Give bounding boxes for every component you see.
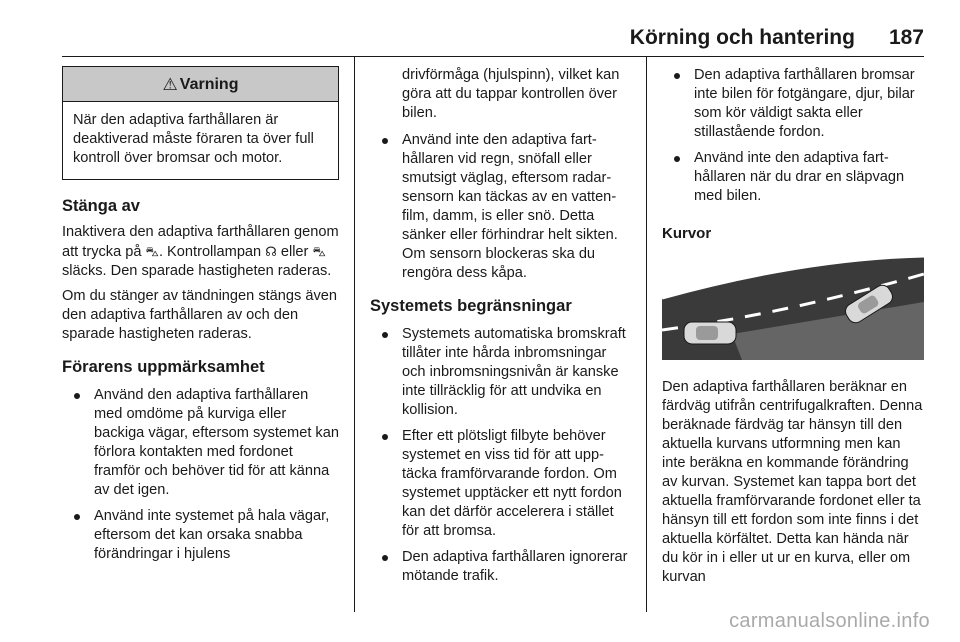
page-number: 187 [888,26,924,49]
own-car-icon [684,322,736,344]
continued-text: drivförmåga (hjulspinn), vilket kan göra att du tappar kontrollen över bilen. [402,67,620,121]
limits-list [370,325,632,586]
list-item: Använd inte den adaptiva farthållaren när du drar en släpvagn med bilen. [662,149,924,206]
list-item: Använd inte den adaptiva farthållaren vid regn, snöfall eller smutsigt väglag, eftersom radarsensorn kan täckas av en vattenfilm, damm, is eller snö. Detta sänker eller förhindrar helt sikten. Om sensorn blockeras ska du rengöra dess kåpa. [370,131,632,283]
heading-limits: Systemets begränsningar [370,297,572,315]
header-rule [62,56,924,57]
list-item: Systemets automatiska bromskraft tillåter inte hårda inbromsningar och inbromsningsnivån är kanske inte tillräcklig för att undvika en kollision. [370,325,632,420]
column-3 [662,66,924,587]
column-divider-1 [354,57,355,612]
curves-paragraph: Den adaptiva farthållaren beräknar en färdväg utifrån centrifugalkraften. Denna beräknade färdväg tar hänsyn till den aktuella kurvans utformning men kan inte beräkna en kommande förändring av kurvan. Systemet kan tappa bort det aktuella framförvarande fordonet eller ta hänsyn till ett fordon som inte finns i det aktuella körfältet. Detta kan hända när du kör in i eller ut ur en kurva, eller om kurvan [662,379,923,585]
cruise-control-button-icon: ⛍ [145,244,159,259]
list-item: Efter ett plötsligt filbyte behöver systemet en viss tid för att upptäcka framförvarande fordon. Om systemet upptäcker ett nytt fordon kan det därför accelerera i stället för att bromsa. [370,427,632,541]
pedestrian-list [662,66,924,206]
adaptive-cruise-lamp-icon: ⛍ [312,244,326,259]
watermark: carmanualsonline.info [729,610,930,632]
column-divider-2 [646,57,647,612]
weather-list [370,131,632,283]
page-title: Körning och hantering [629,26,855,49]
page-header [630,26,924,50]
list-item: Den adaptiva farthållaren bromsar inte bilen för fotgängare, djur, bilar som kör väldigt sakta eller stillastående fordon. [662,66,924,142]
curve-illustration [662,256,924,360]
control-lamp-icon: ☊ [265,244,277,259]
list-item: Använd inte systemet på hala vägar, eftersom det kan orsaka snabba förändringar i hjulens [62,507,340,564]
heading-curves: Kurvor [662,225,712,242]
warning-title: Varning [179,75,239,93]
column-1 [62,66,340,564]
attention-list [62,386,340,564]
list-item: Den adaptiva farthållaren ignorerar mötande trafik. [370,548,632,586]
stop-paragraph-1: Inaktivera den adaptiva farthållaren genom att trycka på ⛍. Kontrollampan ☊ eller ⛍ släcks. Den sparade hastigheten raderas. [62,224,339,279]
warning-text: När den adaptiva farthållaren är deaktiverad måste föraren ta över full kontroll över bromsar och motor. [73,112,314,166]
heading-attention: Förarens uppmärksamhet [62,358,265,376]
warning-header [63,67,338,102]
heading-stop: Stänga av [62,197,140,215]
column-2 [370,66,632,586]
stop-paragraph-2: Om du stänger av tändningen stängs även den adaptiva farthållaren av och den sparade hastigheten raderas. [62,288,338,342]
warning-triangle-icon: ⚠ [162,74,178,94]
warning-box [62,66,339,180]
list-item: Använd den adaptiva farthållaren med omdöme på kurviga eller backiga vägar, eftersom systemet kan förlora kontakten med fordonet framför och behöver tid för att känna av det igen. [62,386,340,500]
